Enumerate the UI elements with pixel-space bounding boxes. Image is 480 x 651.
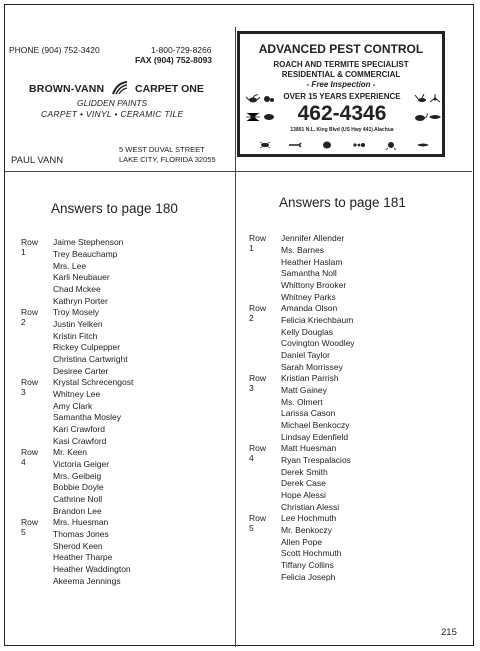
list-item: Ryan Trespalacios: [281, 454, 351, 465]
list-item: Michael Benkoczy: [281, 420, 350, 431]
list-item: Whitney Parks: [281, 291, 336, 302]
list-item: Whittony Brooker: [281, 280, 347, 291]
list-item: Kelly Douglas: [281, 326, 333, 337]
beetle-icon: [320, 140, 334, 150]
list-item: Ms. Olmert: [281, 396, 323, 407]
list-item: Mrs. Huesman: [53, 517, 109, 527]
scorpion-icon: [246, 94, 260, 104]
list-item: Mr. Keen: [53, 447, 88, 457]
list-item: Kasi Crawford: [53, 435, 107, 446]
pest-ad-experience: OVER 15 YEARS EXPERIENCE: [283, 92, 401, 101]
pest-control-ad: [237, 31, 445, 157]
list-item: Whitney Lee: [53, 388, 101, 399]
wasp-icon: [414, 94, 428, 104]
right-column-heading: Answers to page 181: [279, 195, 406, 210]
list-item: Lindsay Edenfield: [281, 431, 349, 442]
pest-ad-phone: 462-4346: [297, 102, 387, 125]
list-item: Covington Woodley: [281, 338, 355, 349]
rat-icon: [414, 112, 428, 122]
list-item: Christian Alessi: [281, 501, 340, 512]
row-label: Row 1: [21, 237, 39, 257]
earwig-icon: [288, 140, 302, 150]
list-item: Rickey Culpepper: [53, 342, 121, 353]
list-item: Samantha Mosley: [53, 412, 122, 423]
list-item: Chad Mckee: [53, 284, 101, 295]
list-item: Derek Case: [281, 478, 326, 489]
glidden-tagline: GLIDDEN PAINTS: [77, 98, 148, 108]
list-item: Matt Gainey: [281, 384, 327, 395]
list-item: Heather Haslam: [281, 256, 343, 267]
list-item: Kathryn Porter: [53, 295, 108, 306]
address-line-2: LAKE CITY, FLORIDA 32055: [119, 155, 216, 164]
list-item: Jennifer Allender: [281, 233, 345, 243]
list-item: Bobbie Doyle: [53, 482, 104, 493]
brown-vann-ad: [7, 35, 231, 165]
row-label: Row 3: [249, 373, 267, 393]
list-item: Desiree Carter: [53, 365, 109, 376]
list-item: Samantha Noll: [281, 268, 337, 279]
list-item: Trey Beauchamp: [53, 248, 118, 259]
list-item: Kristin Fitch: [53, 330, 98, 341]
list-item: Christina Cartwright: [53, 354, 128, 365]
list-item: Sherod Keen: [53, 540, 103, 551]
ad-fax: FAX (904) 752-8093: [135, 55, 213, 65]
list-item: Thomas Jones: [53, 528, 109, 539]
list-item: Karli Neubauer: [53, 272, 110, 283]
list-item: Justin Yelken: [53, 318, 103, 329]
left-column-heading: Answers to page 180: [51, 201, 178, 216]
fleas-icon: [262, 94, 276, 104]
pest-ad-sub2: RESIDENTIAL & COMMERCIAL: [281, 70, 401, 79]
list-item: Felicia Kriechbaum: [281, 314, 354, 325]
list-item: Mrs. Lee: [53, 260, 87, 271]
ant-icon: [352, 140, 366, 150]
list-item: Brandon Lee: [53, 505, 102, 516]
list-item: Larissa Cason: [281, 408, 336, 419]
list-item: Tiffany Collins: [281, 560, 334, 571]
row-label: Row 4: [249, 443, 267, 463]
list-item: Mrs. Geibeig: [53, 470, 102, 481]
list-item: Troy Mosely: [53, 307, 99, 317]
list-item: Sarah Morrissey: [281, 361, 343, 372]
pest-ad-free: - Free Inspection -: [306, 80, 376, 89]
list-item: Allen Pope: [281, 536, 323, 547]
silverfish-icon: [428, 112, 442, 122]
ad-phone: PHONE (904) 752-3420: [9, 45, 100, 55]
list-item: Victoria Geiger: [53, 458, 110, 469]
list-item: Matt Huesman: [281, 443, 337, 453]
brand-name: BROWN-VANN: [29, 83, 105, 95]
row-label: Row 3: [21, 377, 39, 397]
list-item: Akeema Jennings: [53, 575, 121, 586]
address-line-1: 5 WEST DUVAL STREET: [119, 145, 205, 154]
owner-name: PAUL VANN: [11, 155, 64, 166]
list-item: Ms. Barnes: [281, 244, 324, 255]
list-item: Felicia Joseph: [281, 571, 336, 582]
row-label: Row 2: [21, 307, 39, 327]
section-divider-horizontal: [5, 171, 472, 172]
list-item: Kristian Parrish: [281, 373, 339, 383]
page-number: 215: [441, 627, 457, 638]
row-label: Row 5: [249, 513, 267, 533]
list-item: Jaime Stephenson: [53, 237, 124, 247]
list-item: Amy Clark: [53, 400, 93, 411]
row-label: Row 4: [21, 447, 39, 467]
list-item: Krystal Schrecengost: [53, 377, 134, 387]
row-label: Row 5: [21, 517, 39, 537]
list-item: Heather Tharpe: [53, 552, 113, 563]
ad-tollfree: 1-800-729-8266: [151, 45, 212, 55]
column-divider: [235, 27, 236, 647]
list-item: Kari Crawford: [53, 424, 105, 435]
roach-icon: [262, 112, 276, 122]
list-item: Amanda Olson: [281, 303, 338, 313]
page-frame: [4, 4, 474, 646]
pest-ad-address: 13801 N.L. King Blvd (US Hwy 441) Alachua: [290, 127, 394, 133]
row-label: Row 1: [249, 233, 267, 253]
list-item: Heather Waddington: [53, 564, 131, 575]
carpet-one-logo-icon: [111, 81, 129, 95]
spider-icon: [246, 112, 260, 122]
list-item: Mr. Benkoczy: [281, 524, 333, 535]
flea-icon: [384, 140, 398, 150]
list-item: Scott Hochmuth: [281, 548, 342, 559]
list-item: Derek Smith: [281, 466, 328, 477]
list-item: Hope Alessi: [281, 490, 326, 501]
brand-name-2: CARPET ONE: [135, 83, 204, 95]
list-item: Daniel Taylor: [281, 350, 330, 361]
list-item: Cathrine Noll: [53, 494, 103, 505]
mosquito-icon: [428, 94, 442, 104]
list-item: Lee Hochmuth: [281, 513, 337, 523]
pest-ad-title: ADVANCED PEST CONTROL: [258, 42, 424, 56]
pest-ad-sub1: ROACH AND TERMITE SPECIALIST: [273, 60, 409, 69]
termite-icon: [258, 140, 272, 150]
row-label: Row 2: [249, 303, 267, 323]
products-line: CARPET • VINYL • CERAMIC TILE: [41, 109, 184, 119]
silverfish-icon-2: [416, 140, 430, 150]
